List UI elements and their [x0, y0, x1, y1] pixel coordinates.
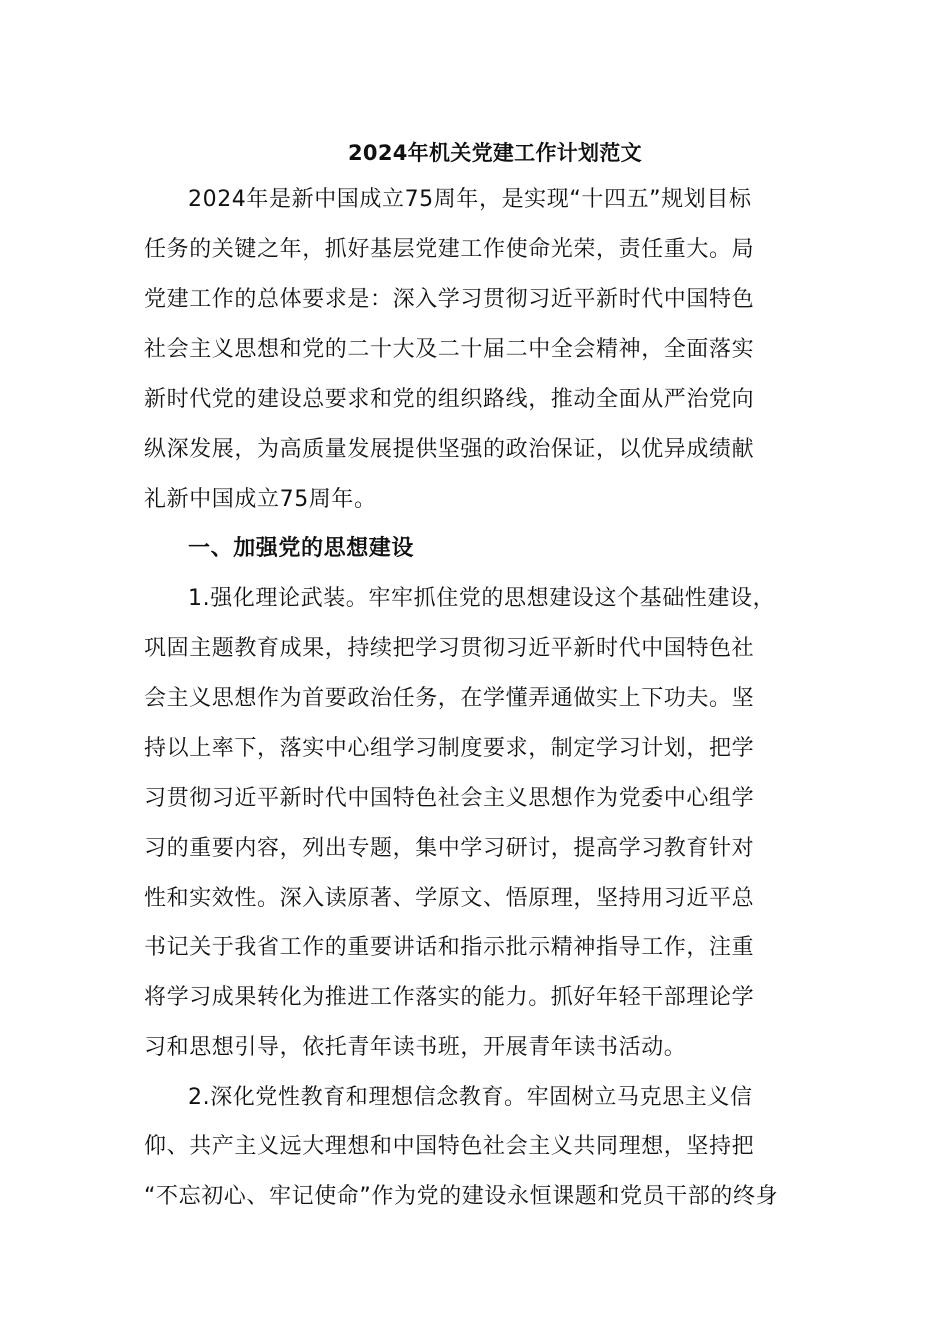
- paragraph-line: 性和实效性。深入读原著、学原文、悟原理，坚持用习近平总: [144, 886, 755, 911]
- paragraph-line: 习的重要内容，列出专题，集中学习研讨，提高学习教育针对: [144, 836, 755, 861]
- paragraph-line: 习和思想引导，依托青年读书班，开展青年读书活动。: [144, 1035, 687, 1060]
- paragraph-line: 新时代党的建设总要求和党的组织路线，推动全面从严治党向: [144, 387, 755, 412]
- paragraph-line: 会主义思想作为首要政治任务，在学懂弄通做实上下功夫。坚: [144, 686, 755, 711]
- section-heading: 一、加强党的思想建设: [188, 536, 415, 561]
- paragraph-line: 书记关于我省工作的重要讲话和指示批示精神指导工作，注重: [144, 935, 755, 960]
- paragraph-line: 礼新中国成立75周年。: [144, 487, 377, 512]
- paragraph-line: “不忘初心、牢记使命”作为党的建设永恒课题和党员干部的终身: [144, 1184, 779, 1209]
- paragraph-line: 习贯彻习近平新时代中国特色社会主义思想作为党委中心组学: [144, 786, 755, 811]
- paragraph-line: 任务的关键之年，抓好基层党建工作使命光荣，责任重大。局: [144, 237, 755, 262]
- paragraph-line: 纵深发展，为高质量发展提供坚强的政治保证，以优异成绩献: [144, 437, 755, 462]
- document-title: 2024年机关党建工作计划范文: [348, 141, 642, 165]
- paragraph-line: 将学习成果转化为推进工作落实的能力。抓好年轻干部理论学: [144, 985, 755, 1010]
- paragraph-line: 2.深化党性教育和理想信念教育。牢固树立马克思主义信: [188, 1085, 753, 1110]
- paragraph-line: 仰、共产主义远大理想和中国特色社会主义共同理想，坚持把: [144, 1134, 755, 1159]
- paragraph-line: 党建工作的总体要求是：深入学习贯彻习近平新时代中国特色: [144, 287, 755, 312]
- paragraph-line: 1.强化理论武装。牢牢抓住党的思想建设这个基础性建设，: [188, 586, 776, 611]
- paragraph-line: 2024年是新中国成立75周年，是实现“十四五”规划目标: [188, 187, 752, 212]
- paragraph-line: 持以上率下，落实中心组学习制度要求，制定学习计划，把学: [144, 736, 755, 761]
- paragraph-line: 巩固主题教育成果，持续把学习贯彻习近平新时代中国特色社: [144, 636, 755, 661]
- paragraph-line: 社会主义思想和党的二十大及二十届二中全会精神，全面落实: [144, 337, 755, 362]
